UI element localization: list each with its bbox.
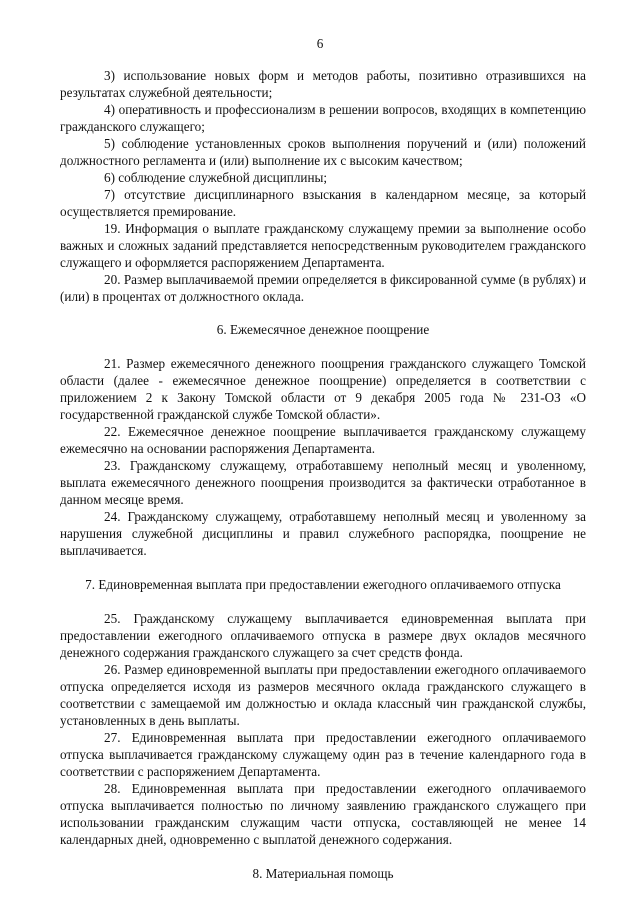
list-item-4: 4) оперативность и профессионализм в решении вопросов, входящих в компетенцию гражданского служащего; bbox=[60, 102, 586, 134]
section-8-heading: 8. Материальная помощь bbox=[252, 866, 394, 881]
paragraph-22: 22. Ежемесячное денежное поощрение выплачивается гражданскому служащему ежемесячно на основании распоряжения Департамента. bbox=[60, 424, 586, 456]
paragraph-19: 19. Информация о выплате гражданскому служащему премии за выполнение особо важных и сложных заданий представляется непосредственным руководителем гражданского служащего и оформляется распоряжением Департамента. bbox=[60, 221, 586, 270]
section-7-heading: 7. Единовременная выплата при предоставлении ежегодного оплачиваемого отпуска bbox=[85, 577, 561, 592]
paragraph-25: 25. Гражданскому служащему выплачивается единовременная выплата при предоставлении ежегодного оплачиваемого отпуска в размере двух окладов месячного денежного содержания гражданского служащего за счет средств фонда. bbox=[60, 611, 586, 660]
paragraph-23: 23. Гражданскому служащему, отработавшему неполный месяц и уволенному, выплата ежемесячного денежного поощрения производится за фактически отработанное в данном месяце время. bbox=[60, 458, 586, 507]
list-item-6: 6) соблюдение служебной дисциплины; bbox=[104, 170, 328, 185]
document-body bbox=[60, 67, 586, 882]
list-item-7: 7) отсутствие дисциплинарного взыскания в календарном месяце, за который осуществляется премирование. bbox=[60, 187, 586, 219]
list-item-5: 5) соблюдение установленных сроков выполнения поручений и (или) положений должностного регламента и (или) выполнение их с высоким качеством; bbox=[60, 136, 586, 168]
paragraph-24: 24. Гражданскому служащему, отработавшему неполный месяц и уволенному за нарушения служебной дисциплины и правил служебного распорядка, поощрение не выплачивается. bbox=[60, 509, 586, 558]
paragraph-20: 20. Размер выплачиваемой премии определяется в фиксированной сумме (в рублях) и (или) в процентах от должностного оклада. bbox=[60, 272, 586, 304]
paragraph-27: 27. Единовременная выплата при предоставлении ежегодного оплачиваемого отпуска выплачивается гражданскому служащему один раз в течение календарного года в соответствии с распоряжением Департамента. bbox=[60, 730, 586, 779]
paragraph-21: 21. Размер ежемесячного денежного поощрения гражданского служащего Томской области (далее - ежемесячное денежное поощрение) определяется в соответствии с приложением 2 к Закону Томской области от 9 декабря 2005 года № 231-ОЗ «О государственной гражданской службе Томской области». bbox=[60, 356, 586, 422]
list-item-3: 3) использование новых форм и методов работы, позитивно отразившихся на результатах служебной деятельности; bbox=[60, 68, 586, 100]
section-6-heading: 6. Ежемесячное денежное поощрение bbox=[216, 322, 430, 337]
paragraph-26: 26. Размер единовременной выплаты при предоставлении ежегодного оплачиваемого отпуска определяется исходя из размеров месячного оклада гражданского служащего в соответствии с замещаемой им должностью и оклада классный чин гражданской службы, установленных в день выплаты. bbox=[60, 662, 586, 728]
page-number: 6 bbox=[316, 36, 324, 51]
paragraph-28: 28. Единовременная выплата при предоставлении ежегодного оплачиваемого отпуска выплачивается полностью по личному заявлению гражданского служащего при использовании гражданским служащим части отпуска, составляющей не менее 14 календарных дней, одновременно с выплатой денежного содержания. bbox=[60, 781, 586, 847]
